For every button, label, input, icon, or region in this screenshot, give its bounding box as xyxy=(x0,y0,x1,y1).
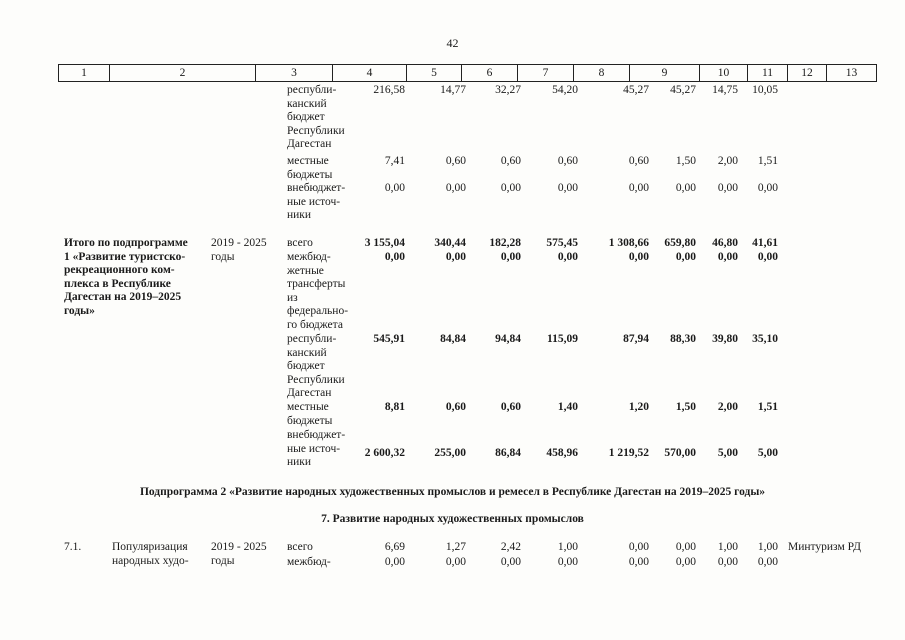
column-number-row xyxy=(58,64,877,82)
funding-source-label: межбюд- жетные трансферты из федерально- го бюджета xyxy=(287,251,349,331)
amount-cell: 0,00 xyxy=(628,182,649,194)
amount-cell: 182,28 xyxy=(489,237,521,249)
amount-cell: 0,00 xyxy=(557,182,578,194)
amount-cell: 6,69 xyxy=(384,541,405,553)
amount-cell: 0,60 xyxy=(500,401,521,413)
amount-cell: 1,51 xyxy=(757,155,778,167)
total-name-line: плекса в Республике xyxy=(64,277,171,290)
amount-cell: 94,84 xyxy=(495,333,521,345)
funding-source-label: межбюд- xyxy=(287,556,331,568)
amount-cell: 35,10 xyxy=(752,333,778,345)
amount-cell: 255,00 xyxy=(434,447,466,459)
amount-cell: 0,00 xyxy=(445,182,466,194)
amount-cell: 10,05 xyxy=(752,84,778,96)
amount-cell: 0,00 xyxy=(675,541,696,553)
section-heading: 7. Развитие народных художественных промыслов xyxy=(321,513,584,525)
amount-cell: 0,60 xyxy=(500,155,521,167)
col-number: 6 xyxy=(462,65,518,82)
amount-cell: 3 155,04 xyxy=(364,237,405,249)
amount-cell: 1 219,52 xyxy=(608,447,649,459)
funding-source-label: республи- канский бюджет Республики Дагестан xyxy=(287,84,345,150)
amount-cell: 87,94 xyxy=(623,333,649,345)
amount-cell: 5,00 xyxy=(757,447,778,459)
total-name-line: Дагестан на 2019–2025 xyxy=(64,291,182,303)
amount-cell: 0,60 xyxy=(628,155,649,167)
row-name: Популяризация народных худо- xyxy=(112,541,189,567)
amount-cell: 0,00 xyxy=(445,556,466,568)
funding-source-label: всего xyxy=(287,541,313,553)
total-name-line: Итого по подпрограмме xyxy=(64,237,188,249)
row-executor: Минтуризм РД xyxy=(788,541,861,553)
col-number: 3 xyxy=(256,65,333,82)
amount-cell: 0,00 xyxy=(757,182,778,194)
amount-cell: 0,00 xyxy=(557,556,578,568)
amount-cell: 2,00 xyxy=(717,155,738,167)
amount-cell: 0,00 xyxy=(628,251,649,263)
amount-cell: 1,00 xyxy=(757,541,778,553)
funding-source-label: внебюджет- ные источ- ники xyxy=(287,182,346,221)
amount-cell: 41,61 xyxy=(752,237,778,249)
amount-cell: 45,27 xyxy=(670,84,696,96)
amount-cell: 84,84 xyxy=(440,333,466,345)
amount-cell: 0,60 xyxy=(445,401,466,413)
amount-cell: 88,30 xyxy=(670,333,696,345)
amount-cell: 46,80 xyxy=(712,237,738,249)
amount-cell: 8,81 xyxy=(384,401,405,413)
amount-cell: 575,45 xyxy=(546,237,578,249)
col-number: 11 xyxy=(748,65,788,82)
amount-cell: 45,27 xyxy=(623,84,649,96)
funding-source-label: местные бюджеты xyxy=(287,155,333,181)
col-number: 12 xyxy=(788,65,827,82)
amount-cell: 0,00 xyxy=(384,556,405,568)
col-number: 10 xyxy=(700,65,748,82)
amount-cell: 2 600,32 xyxy=(364,447,405,459)
amount-cell: 0,00 xyxy=(628,541,649,553)
amount-cell: 1,27 xyxy=(445,541,466,553)
amount-cell: 659,80 xyxy=(664,237,696,249)
amount-cell: 32,27 xyxy=(495,84,521,96)
amount-cell: 0,00 xyxy=(675,182,696,194)
col-number: 9 xyxy=(630,65,700,82)
amount-cell: 0,00 xyxy=(757,556,778,568)
amount-cell: 0,00 xyxy=(628,556,649,568)
col-number: 5 xyxy=(407,65,462,82)
amount-cell: 0,00 xyxy=(717,251,738,263)
amount-cell: 545,91 xyxy=(373,333,405,345)
amount-cell: 14,77 xyxy=(440,84,466,96)
funding-source-label: местные бюджеты xyxy=(287,401,333,427)
amount-cell: 0,00 xyxy=(757,251,778,263)
amount-cell: 0,00 xyxy=(717,556,738,568)
amount-cell: 0,00 xyxy=(717,182,738,194)
amount-cell: 1,50 xyxy=(675,401,696,413)
amount-cell: 86,84 xyxy=(495,447,521,459)
amount-cell: 1 308,66 xyxy=(608,237,649,249)
subprogram-heading: Подпрограмма 2 «Развитие народных художественных промыслов и ремесел в Республике Дагестан на 2019–2025 годы» xyxy=(139,486,766,498)
amount-cell: 1,00 xyxy=(557,541,578,553)
amount-cell: 7,41 xyxy=(384,155,405,167)
amount-cell: 2,00 xyxy=(717,401,738,413)
funding-source-label: всего xyxy=(287,237,313,249)
amount-cell: 1,50 xyxy=(675,155,696,167)
amount-cell: 1,00 xyxy=(717,541,738,553)
amount-cell: 1,20 xyxy=(628,401,649,413)
funding-source-label: внебюджет- ные источ- ники xyxy=(287,429,346,468)
amount-cell: 5,00 xyxy=(717,447,738,459)
amount-cell: 0,60 xyxy=(445,155,466,167)
total-period: 2019 - 2025 годы xyxy=(211,237,267,263)
amount-cell: 0,00 xyxy=(557,251,578,263)
col-number: 7 xyxy=(518,65,574,82)
amount-cell: 0,60 xyxy=(557,155,578,167)
amount-cell: 0,00 xyxy=(445,251,466,263)
amount-cell: 458,96 xyxy=(546,447,578,459)
amount-cell: 115,09 xyxy=(547,333,578,345)
amount-cell: 340,44 xyxy=(434,237,466,249)
col-number: 2 xyxy=(110,65,256,82)
amount-cell: 570,00 xyxy=(664,447,696,459)
total-name-line: рекреационного ком- xyxy=(64,264,175,276)
amount-cell: 14,75 xyxy=(712,84,738,96)
amount-cell: 0,00 xyxy=(384,251,405,263)
amount-cell: 0,00 xyxy=(675,556,696,568)
amount-cell: 216,58 xyxy=(373,84,405,96)
row-number: 7.1. xyxy=(64,541,82,553)
row-period: 2019 - 2025 годы xyxy=(211,541,267,567)
total-name-line: 1 «Развитие туристско- xyxy=(64,250,186,263)
amount-cell: 1,51 xyxy=(757,401,778,413)
total-name xyxy=(64,237,204,318)
amount-cell: 0,00 xyxy=(384,182,405,194)
amount-cell: 54,20 xyxy=(552,84,578,96)
amount-cell: 0,00 xyxy=(675,251,696,263)
amount-cell: 0,00 xyxy=(500,556,521,568)
total-name-line: годы» xyxy=(64,304,95,317)
amount-cell: 0,00 xyxy=(500,251,521,263)
col-number: 4 xyxy=(333,65,407,82)
col-number: 1 xyxy=(59,65,110,82)
amount-cell: 0,00 xyxy=(500,182,521,194)
amount-cell: 39,80 xyxy=(712,333,738,345)
amount-cell: 2,42 xyxy=(500,541,521,553)
funding-source-label: республи- канский бюджет Республики Дагестан xyxy=(287,333,345,399)
col-number: 13 xyxy=(827,65,877,82)
amount-cell: 1,40 xyxy=(557,401,578,413)
page-number: 42 xyxy=(446,36,459,50)
col-number: 8 xyxy=(574,65,630,82)
